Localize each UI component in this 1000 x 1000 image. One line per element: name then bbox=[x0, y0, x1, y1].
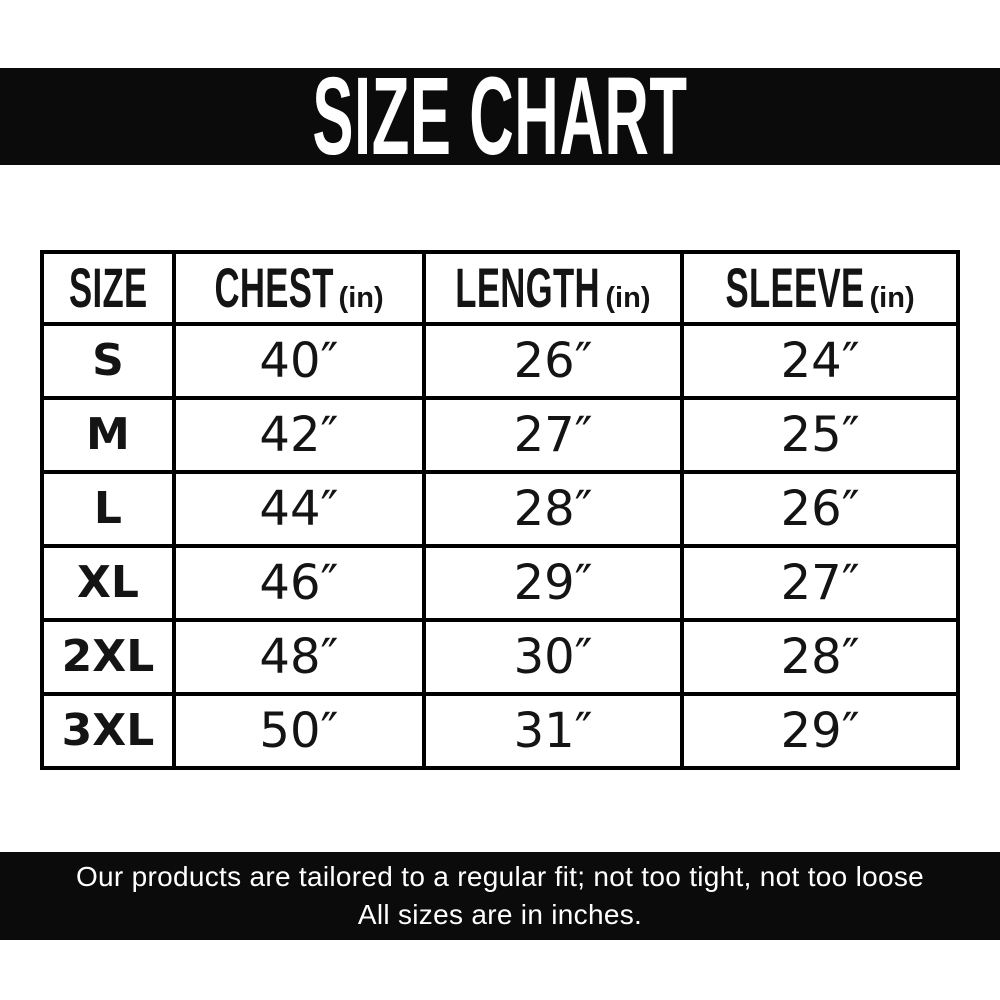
chest-cell: 46″ bbox=[174, 546, 424, 620]
size-cell: L bbox=[42, 472, 174, 546]
table-header-row bbox=[42, 252, 958, 324]
size-table-container bbox=[40, 250, 960, 770]
sleeve-cell: 24″ bbox=[682, 324, 958, 398]
page-title: SIZE CHART bbox=[312, 54, 688, 178]
table-row bbox=[42, 324, 958, 398]
table-row bbox=[42, 546, 958, 620]
size-cell: 2XL bbox=[42, 620, 174, 694]
size-cell: S bbox=[42, 324, 174, 398]
column-header-length-label: LENGTH bbox=[455, 256, 601, 319]
length-cell: 31″ bbox=[424, 694, 682, 768]
column-header-chest bbox=[174, 252, 424, 324]
column-header-chest-label: CHEST bbox=[214, 256, 334, 319]
size-cell: 3XL bbox=[42, 694, 174, 768]
column-header-sleeve-label: SLEEVE bbox=[725, 256, 865, 319]
column-header-sleeve bbox=[682, 252, 958, 324]
chest-cell: 40″ bbox=[174, 324, 424, 398]
column-header-chest-unit: (in) bbox=[338, 282, 384, 314]
title-banner bbox=[0, 54, 1000, 178]
column-header-sleeve-unit: (in) bbox=[869, 282, 915, 314]
chest-cell: 50″ bbox=[174, 694, 424, 768]
footer-banner bbox=[0, 852, 1000, 940]
footer-fit-note: Our products are tailored to a regular fit; not too tight, not too loose bbox=[75, 860, 925, 892]
sleeve-cell: 25″ bbox=[682, 398, 958, 472]
table-row bbox=[42, 472, 958, 546]
table-row bbox=[42, 620, 958, 694]
sleeve-cell: 27″ bbox=[682, 546, 958, 620]
size-cell: M bbox=[42, 398, 174, 472]
footer-units-note: All sizes are in inches. bbox=[357, 899, 643, 930]
size-table bbox=[40, 250, 960, 770]
size-cell: XL bbox=[42, 546, 174, 620]
table-row bbox=[42, 694, 958, 768]
length-cell: 26″ bbox=[424, 324, 682, 398]
column-header-length bbox=[424, 252, 682, 324]
column-header-length-unit: (in) bbox=[605, 282, 651, 314]
column-header-size bbox=[42, 252, 174, 324]
length-cell: 30″ bbox=[424, 620, 682, 694]
length-cell: 29″ bbox=[424, 546, 682, 620]
table-row bbox=[42, 398, 958, 472]
length-cell: 27″ bbox=[424, 398, 682, 472]
chest-cell: 42″ bbox=[174, 398, 424, 472]
sleeve-cell: 29″ bbox=[682, 694, 958, 768]
length-cell: 28″ bbox=[424, 472, 682, 546]
sleeve-cell: 26″ bbox=[682, 472, 958, 546]
chest-cell: 48″ bbox=[174, 620, 424, 694]
column-header-size-label: SIZE bbox=[68, 256, 148, 319]
sleeve-cell: 28″ bbox=[682, 620, 958, 694]
chest-cell: 44″ bbox=[174, 472, 424, 546]
